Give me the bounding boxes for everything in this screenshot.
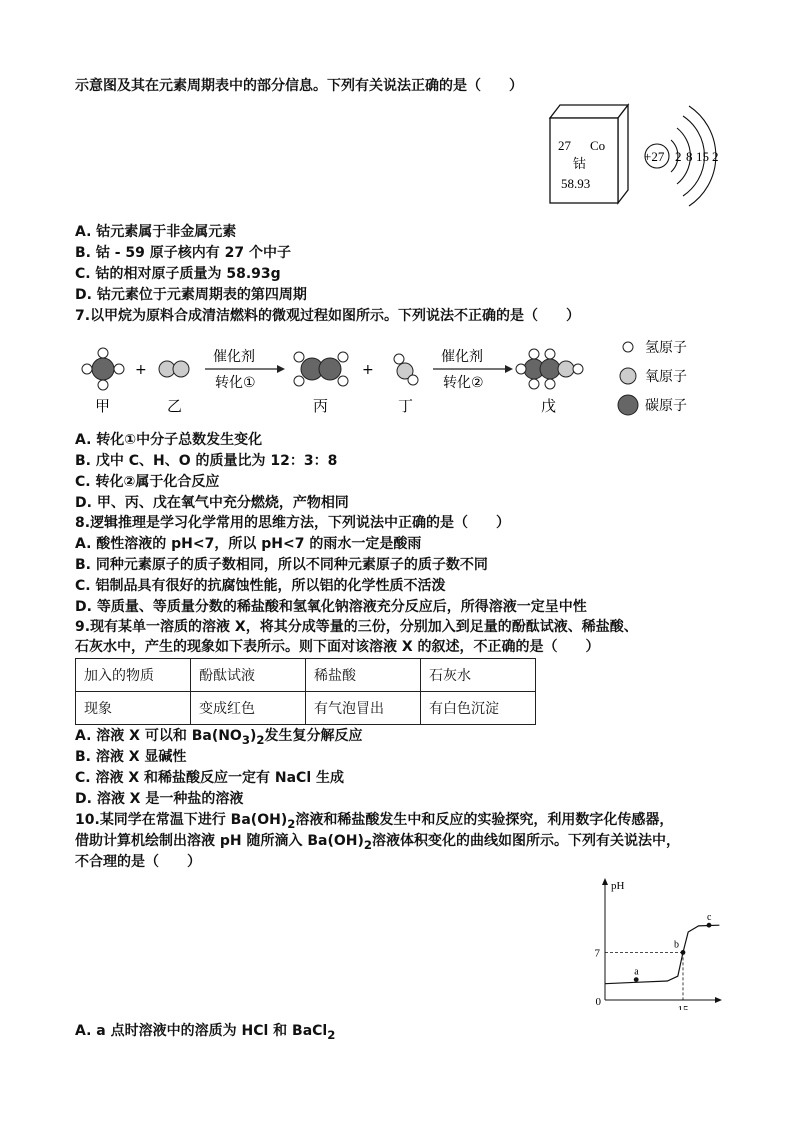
table-cell: 变成红色 [191, 692, 306, 725]
x-tick-0: 0 [595, 996, 601, 1008]
q6-option-b: B. 钴 - 59 原子核内有 27 个中子 [75, 245, 292, 261]
q9-option-a-tail: 发生复分解反应 [264, 728, 363, 744]
table-cell: 加入的物质 [76, 659, 191, 692]
q10-line3: 不合理的是（ ） [75, 854, 201, 870]
q8-stem-text: 逻辑推理是学习化学常用的思维方法，下列说法中正确的是（ ） [90, 515, 511, 531]
q9-option-a-text: A. 溶液 X 可以和 Ba(NO [75, 728, 242, 744]
shell-4-electrons: 2 [712, 149, 719, 164]
element-symbol: Co [590, 138, 606, 153]
q9-option-c: C. 溶液 X 和稀盐酸反应一定有 NaCl 生成 [75, 770, 344, 786]
subscript: 2 [287, 816, 296, 831]
q8-option-a: A. 酸性溶液的 pH<7，所以 pH<7 的雨水一定是酸雨 [75, 536, 422, 552]
q6-stem-tail: 示意图及其在元素周期表中的部分信息。下列有关说法正确的是（ ） [75, 78, 523, 94]
q8-stem [75, 513, 510, 533]
q10-line2-tail: 溶液体积变化的曲线如图所示。下列有关说法中， [372, 833, 681, 849]
label-bing: 丙 [313, 397, 329, 415]
legend-carbon: 碳原子 [645, 398, 687, 414]
table-cell: 酚酞试液 [191, 659, 306, 692]
shell-3-electrons: 15 [696, 149, 709, 164]
shell-1-electrons: 2 [675, 149, 682, 164]
q9-stem-text-1: 现有某单一溶质的溶液 X，将其分成等量的三份，分别加入到足量的酚酞试液、稀盐酸、 [90, 619, 638, 635]
q6-option-d: D. 钴元素位于元素周期表的第四周期 [75, 287, 307, 303]
table-cell: 石灰水 [421, 659, 536, 692]
legend-oxygen: 氧原子 [645, 369, 687, 385]
label-wu: 戊 [541, 397, 557, 415]
point-c [707, 923, 712, 928]
y-axis-label: pH [611, 880, 625, 892]
q6-option-c: C. 钴的相对原子质量为 58.93g [75, 266, 281, 282]
step1-label: 转化① [215, 375, 256, 391]
molecule-ding [394, 354, 418, 385]
element-number: 27 [558, 138, 571, 153]
label-yi: 乙 [167, 397, 183, 415]
nucleus-charge: +27 [644, 149, 665, 164]
q6-option-a: A. 钴元素属于非金属元素 [75, 224, 237, 240]
step2-label: 转化② [443, 375, 484, 391]
q8-option-c: C. 铝制品具有很好的抗腐蚀性能，所以铝的化学性质不活泼 [75, 578, 446, 594]
subscript: 3 [241, 732, 250, 747]
table-cell: 稀盐酸 [306, 659, 421, 692]
table-row [76, 659, 536, 692]
subscript: 2 [363, 837, 373, 852]
label-ding: 丁 [398, 397, 414, 415]
table-row [76, 692, 536, 725]
plus-sign-2: + [362, 362, 374, 378]
table-cell: 现象 [76, 692, 191, 725]
legend-hydrogen: 氢原子 [645, 340, 687, 356]
shell-2-electrons: 8 [686, 149, 693, 164]
point-label-c: c [707, 912, 712, 924]
q9-option-b: B. 溶液 X 显碱性 [75, 749, 187, 765]
q10-line2-text: 借助计算机绘制出溶液 pH 随所滴入 Ba(OH) [75, 833, 364, 849]
molecule-jia [82, 348, 124, 390]
x-tick-15: 15 [677, 1004, 689, 1010]
q7-option-c: C. 转化②属于化合反应 [75, 474, 220, 490]
q7-option-a: A. 转化①中分子总数发生变化 [75, 432, 263, 448]
q10-option-a [75, 1021, 335, 1045]
reaction-diagram [75, 333, 715, 427]
molecule-wu [516, 349, 583, 389]
q9-stem-line1 [75, 617, 638, 637]
ph-chart [585, 875, 725, 1014]
observation-table [75, 658, 536, 725]
q10-line1-text: 某同学在常温下进行 Ba(OH) [99, 812, 288, 828]
cobalt-figure [545, 100, 725, 214]
q7-stem-text: 以甲烷为原料合成清洁燃料的微观过程如图所示。下列说法不正确的是（ ） [90, 308, 581, 324]
q9-option-d: D. 溶液 X 是一种盐的溶液 [75, 791, 244, 807]
point-a [634, 977, 639, 982]
element-mass: 58.93 [561, 176, 591, 191]
q7-option-b: B. 戊中 C、H、O 的质量比为 12：3：8 [75, 453, 338, 469]
molecule-yi [159, 361, 189, 377]
point-label-b: b [674, 939, 679, 951]
element-name: 钴 [573, 157, 587, 172]
label-jia: 甲 [95, 397, 111, 415]
subscript: 2 [327, 1027, 336, 1042]
q7-option-d: D. 甲、丙、戊在氧气中充分燃烧，产物相同 [75, 495, 349, 511]
q9-number: 9. [75, 619, 91, 635]
point-b [681, 950, 686, 955]
q9-option-a-paren: ) [249, 728, 257, 744]
molecule-bing [294, 352, 348, 386]
q8-option-d: D. 等质量、等质量分数的稀盐酸和氢氧化钠溶液充分反应后，所得溶液一定呈中性 [75, 599, 587, 615]
table-cell: 有气泡冒出 [306, 692, 421, 725]
q10-option-a-text: A. a 点时溶液中的溶质为 HCl 和 BaCl [75, 1023, 328, 1039]
q7-number: 7. [75, 308, 91, 324]
table-cell: 有白色沉淀 [421, 692, 536, 725]
plus-sign-1: + [135, 362, 147, 378]
ph-curve [605, 925, 719, 984]
step2-catalyst: 催化剂 [441, 349, 483, 365]
step1-catalyst: 催化剂 [213, 349, 255, 365]
q8-number: 8. [75, 515, 91, 531]
q10-number: 10. [75, 812, 100, 828]
y-tick-7: 7 [594, 947, 600, 960]
q7-stem [75, 306, 580, 326]
subscript: 2 [256, 732, 265, 747]
point-label-a: a [634, 966, 639, 978]
q8-option-b: B. 同种元素原子的质子数相同，所以不同种元素原子的质子数不同 [75, 557, 488, 573]
q9-stem-line2: 石灰水中，产生的现象如下表所示。则下面对该溶液 X 的叙述，不正确的是（ ） [75, 639, 600, 655]
q10-line1-tail: 溶液和稀盐酸发生中和反应的实验探究，利用数字化传感器， [295, 812, 674, 828]
atom-legend [618, 340, 687, 415]
